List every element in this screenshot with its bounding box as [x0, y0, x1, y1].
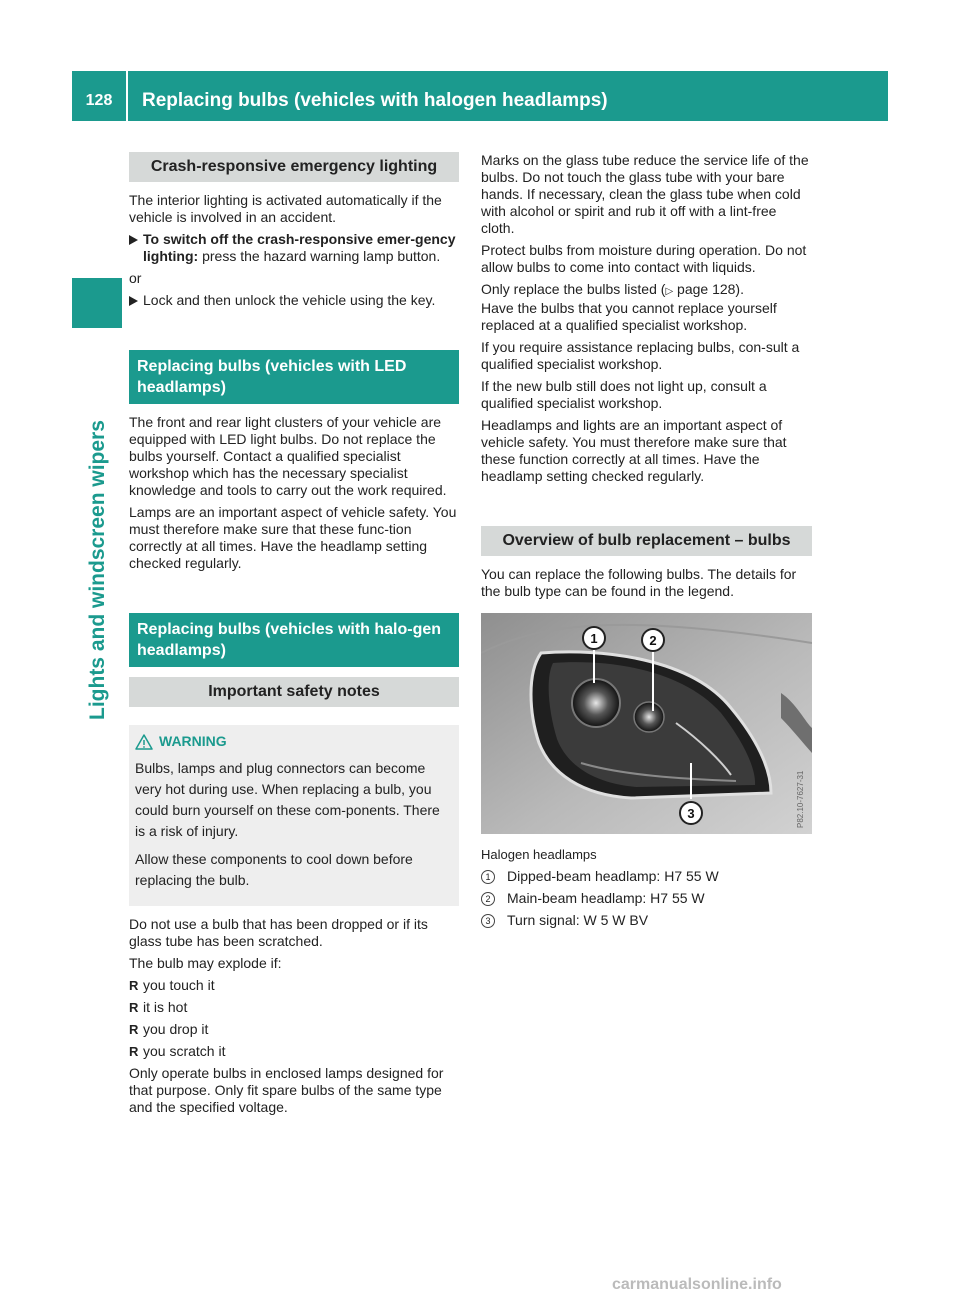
side-marker: [72, 278, 122, 328]
watermark: carmanualsonline.info: [612, 1276, 782, 1293]
list-item: [129, 1043, 459, 1060]
led-heading: Replacing bulbs (vehicles with LED headlamps): [129, 350, 459, 404]
right-column: [481, 152, 812, 934]
svg-text:2: 2: [649, 633, 657, 648]
legend-number: 2: [481, 892, 495, 906]
legend-text: Dipped-beam headlamp: H7 55 W: [507, 868, 719, 884]
overview-text: You can replace the following bulbs. The details for the bulb type can be found in the legend.: [481, 566, 797, 599]
list-item-text: you scratch it: [143, 1043, 226, 1059]
paragraph: [481, 281, 812, 334]
step-switch-off: [129, 231, 459, 265]
warning-header: [135, 733, 453, 750]
legend-item: [481, 890, 812, 907]
callout-1: [583, 627, 605, 649]
callout-2: [642, 629, 664, 651]
bullet-icon: R: [129, 978, 139, 993]
paragraph: Headlamps and lights are an important aspect of vehicle safety. You must therefore make sure that these function correctly at all times. Have the headlamp setting checked regularly.: [481, 417, 787, 484]
list-item: [129, 977, 459, 994]
list-item-text: you touch it: [143, 977, 215, 993]
crash-heading: Crash-responsive emergency lighting: [129, 152, 459, 182]
svg-text:1: 1: [590, 631, 598, 646]
paragraph: Protect bulbs from moisture during operation. Do not allow bulbs to come into contact with liquids.: [481, 242, 807, 275]
headlamp-photo: [481, 613, 812, 834]
legend-text: Main-beam headlamp: H7 55 W: [507, 890, 705, 906]
warning-text: Allow these components to cool down before replacing the bulb.: [135, 851, 413, 888]
step-text: Lock and then unlock the vehicle using the key.: [143, 292, 436, 308]
left-column: [129, 152, 459, 1121]
led-paragraph: Lamps are an important aspect of vehicle safety. You must therefore make sure that these func-tion correctly at all times. Have the headlamp setting checked regularly.: [129, 504, 457, 571]
page-ref[interactable]: page 128).: [673, 281, 744, 297]
step-arrow-icon: [129, 235, 138, 245]
bullet-icon: R: [129, 1000, 139, 1015]
side-tab-label: Lights and windscreen wipers: [86, 420, 109, 720]
legend-number: 3: [481, 914, 495, 928]
paragraph: If the new bulb still does not light up, consult a qualified specialist workshop.: [481, 378, 767, 411]
page-header: [72, 71, 888, 121]
legend-item: [481, 912, 812, 929]
step-lock-unlock: [129, 292, 459, 309]
paragraph: Marks on the glass tube reduce the service life of the bulbs. Do not touch the glass tube with your bare hands. If necessary, clean the glass tube when cold with alcohol or spirit and rub it off with a lint-free cloth.: [481, 152, 809, 236]
bullet-icon: R: [129, 1022, 139, 1037]
paragraph-text: Have the bulbs that you cannot replace yourself replaced at a qualified specialist workshop.: [481, 300, 777, 333]
list-item: [129, 999, 459, 1016]
explode-intro: The bulb may explode if:: [129, 955, 282, 971]
page-ref-icon: ▷: [665, 286, 674, 297]
safety-heading: Important safety notes: [129, 677, 459, 707]
bullet-icon: R: [129, 1044, 139, 1059]
warning-box: [129, 725, 459, 906]
legend-number: 1: [481, 870, 495, 884]
page-number: 128: [85, 92, 113, 109]
overview-heading: Overview of bulb replacement – bulbs: [481, 526, 812, 556]
warning-text: Bulbs, lamps and plug connectors can become very hot during use. When replacing a bulb, you could burn yourself on these com-ponents. There is a risk of injury.: [135, 760, 440, 839]
halogen-heading: Replacing bulbs (vehicles with halo-gen headlamps): [129, 613, 459, 667]
list-item-text: it is hot: [143, 999, 188, 1015]
warning-triangle-icon: [135, 734, 153, 750]
header-divider: [126, 71, 128, 121]
headlamp-illustration: [481, 613, 812, 834]
photo-code: P82.10-7627-31: [796, 770, 805, 828]
drop-text: Do not use a bulb that has been dropped or if its glass tube has been scratched.: [129, 916, 428, 949]
step-arrow-icon: [129, 296, 138, 306]
warning-title: WARNING: [159, 733, 227, 749]
paragraph-text: Only replace the bulbs listed (: [481, 281, 666, 297]
legend-text: Turn signal: W 5 W BV: [507, 912, 649, 928]
svg-text:3: 3: [687, 806, 695, 821]
crash-text: The interior lighting is activated automatically if the vehicle is involved in an accident.: [129, 192, 442, 225]
legend-item: [481, 868, 812, 885]
paragraph: If you require assistance replacing bulbs, con-sult a qualified specialist workshop.: [481, 339, 800, 372]
callout-3: [680, 802, 702, 824]
step-text: press the hazard warning lamp button.: [198, 248, 441, 264]
page-title: Replacing bulbs (vehicles with halogen headlamps): [142, 90, 608, 111]
photo-caption: Halogen headlamps: [481, 847, 597, 862]
led-paragraph: The front and rear light clusters of your vehicle are equipped with LED light bulbs. Do not replace the bulbs yourself. Contact a qualified specialist workshop which has the necessary specialist knowledge and tools to carry out the work required.: [129, 414, 447, 498]
step-label: To switch off the crash-responsive emer-gency lighting:: [143, 231, 456, 264]
or-text: or: [129, 270, 142, 286]
operate-text: Only operate bulbs in enclosed lamps designed for that purpose. Only fit spare bulbs of the same type and the specified voltage.: [129, 1065, 444, 1115]
list-item-text: you drop it: [143, 1021, 209, 1037]
list-item: [129, 1021, 459, 1038]
